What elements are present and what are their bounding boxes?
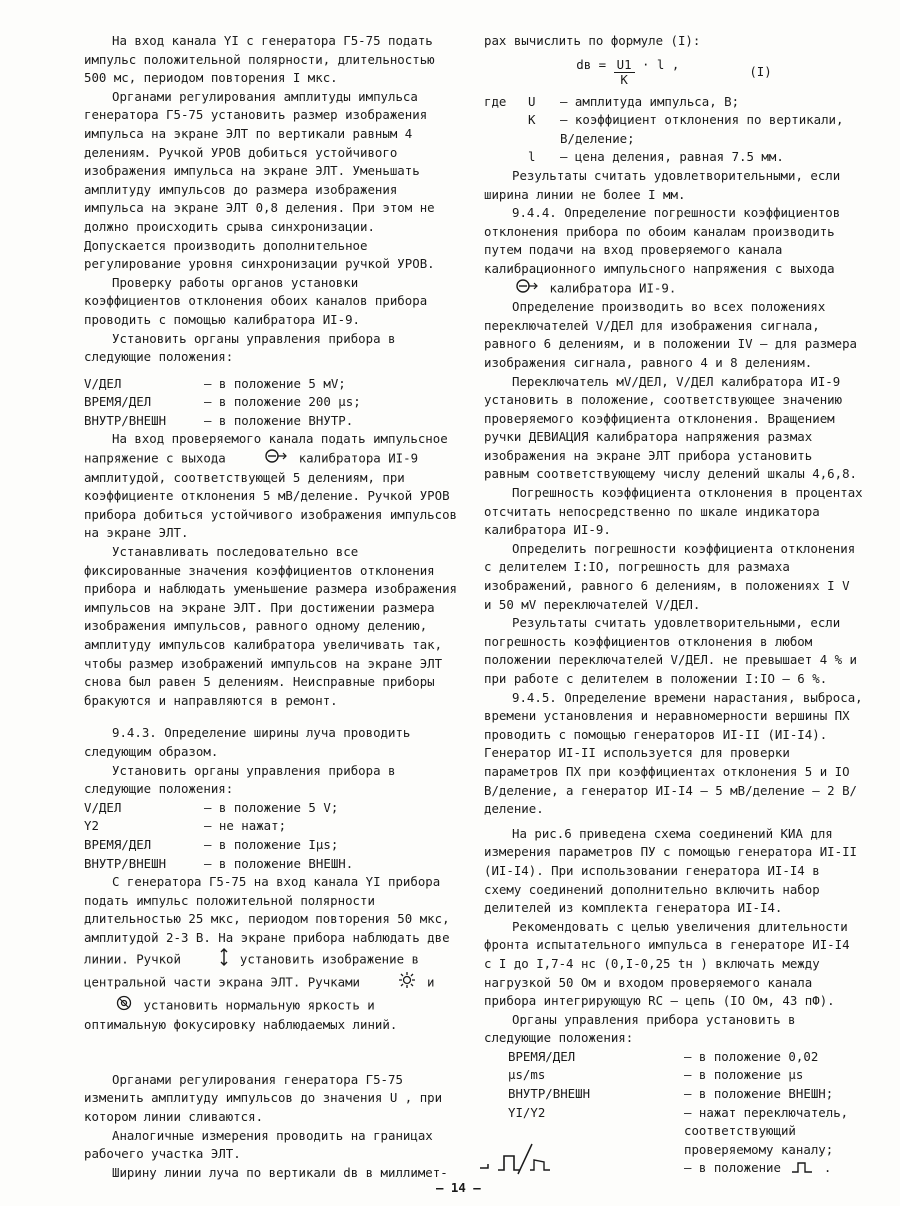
paragraph: Установить органы управления прибора в следующие положения:: [84, 330, 403, 365]
paragraph: Погрешность коэффициента отклонения в процентах отсчитать непосредственно по шкале индикатора калибратора ИI-9.: [484, 485, 871, 538]
setting-row: [484, 1066, 864, 1085]
page-number: – 14 –: [436, 1180, 481, 1195]
pulse-output-icon: [487, 279, 539, 299]
formula-rest: · l ,: [642, 56, 680, 72]
paragraph-text: С генератора Г5-75 на вход канала YI прибора подать импульс положительной полярности длительностью 25 мкс, периодом повторения 50 мкс, амплитудой 2-3 В. На экране прибора наблюдать две линии. Ручкой: [84, 874, 457, 966]
positive-pulse-icon: [791, 1160, 813, 1179]
definition-symbol: l: [528, 149, 536, 165]
setting-value-text: – в положение: [684, 1160, 781, 1176]
formula-numerator: U1: [614, 58, 635, 73]
paragraph: Определить погрешности коэффициента отклонения с делителем I:IО, погрешность для размаха изображений, равного 6 делениям, в положениях I V и 50 мV переключателей V/ДЕЛ.: [484, 540, 863, 612]
paragraph-text: На вход проверяемого канала подать импульсное напряжение с выхода: [84, 431, 456, 466]
paragraph: Установить органы управления прибора в следующие положения:: [84, 762, 403, 797]
definition-row: [528, 148, 864, 167]
setting-key: V/ДЕЛ: [84, 799, 122, 815]
formula-denominator: K: [620, 71, 628, 87]
paragraph: Результаты считать удовлетворительными, если погрешность коэффициентов отклонения в любом положении переключателей V/ДЕЛ. не превышает 4 % и при работе с делителем в положении I:IО – 6 %.: [484, 615, 865, 686]
formula-expression: [576, 57, 679, 87]
settings-list: [84, 375, 460, 431]
definition-text: – амплитуда импульса, В;: [560, 93, 740, 109]
setting-key: μs/ms: [508, 1067, 546, 1083]
definition-row: [528, 93, 864, 112]
setting-row: [84, 393, 460, 412]
setting-key: ВНУТР/ВНЕШН: [508, 1086, 591, 1102]
definition-text: – коэффициент отклонения по вертикали, В/деление;: [560, 112, 851, 146]
setting-key: ВНУТР/ВНЕШН: [84, 855, 167, 871]
focus-icon: [87, 995, 133, 1017]
formula-fraction: [614, 58, 635, 87]
setting-row: [84, 375, 460, 394]
setting-value: – в положение 5 мV;: [204, 375, 346, 391]
paragraph: Проверку работы органов установки коэффициентов отклонения обоих каналов прибора проводить с помощью калибратора ИI-9.: [84, 274, 435, 327]
paragraph: Переключатель мV/ДЕЛ, V/ДЕЛ калибратора ИI-9 установить в положение, соответствующее значению проверяемого коэффициента отклонения. Вращением ручки ДЕВИАЦИЯ калибратора напряжения размах изображения на экране ЭЛТ прибора установить равным соответствующему числу делений шкалы 4,6,8.: [484, 373, 857, 482]
paragraph: Органами регулирования амплитуды импульса генератора Г5-75 установить размер изображения импульса на экране ЭЛТ по вертикали равным 4 делениям. Ручкой УРОВ добиться устойчивого изображения импульса на экране ЭЛТ. Уменьшать амплитуду импульсов до размера изображения импульса на экране ЭЛТ 0,8 деления. При этом не должно происходить срыва синхронизации. Допускается производить дополнительное регулирование уровня синхронизации ручкой УРОВ.: [84, 88, 443, 272]
setting-row: [84, 836, 460, 855]
setting-key: Y2: [84, 818, 99, 834]
right-column: [484, 32, 871, 1178]
setting-value: – в положение 200 μs;: [204, 394, 361, 410]
paragraph: [84, 430, 465, 543]
paragraph-text: калибратора ИI-9.: [549, 279, 677, 295]
where-label: где: [484, 93, 507, 109]
paragraph: Органы управления прибора установить в следующие положения:: [484, 1011, 803, 1046]
formula-lhs: dв =: [576, 56, 607, 72]
paragraph-text: установить изображение в центральной части экрана ЭЛТ. Ручками: [84, 950, 427, 990]
paragraph: На рис.6 приведена схема соединений КИА для измерения параметров ПУ с помощью генератора ИI-II (ИI-I4). При использовании генератора ИI-I4 в схему соединений дополнительно включить набор делителей из комплекта генератора ИI-I4.: [484, 825, 865, 916]
setting-key: ВНУТР/ВНЕШН: [84, 412, 167, 428]
setting-value: – в положение 5 V;: [204, 799, 339, 815]
setting-key: YI/Y2: [508, 1104, 546, 1120]
setting-value: – в положение .: [684, 1159, 864, 1178]
paragraph: Аналогичные измерения проводить на границах рабочего участка ЭЛТ.: [84, 1127, 441, 1162]
vertical-shift-icon: [191, 948, 229, 972]
setting-row: [84, 412, 460, 431]
pulse-shape-sketch-icon: [478, 1138, 568, 1181]
formula-number: (I): [749, 64, 772, 80]
setting-value: – в положение 0,02: [684, 1048, 819, 1064]
setting-value: – в положение ВНЕШН.: [204, 855, 354, 871]
definition-row: [528, 111, 864, 148]
paragraph: На вход канала YI с генератора Г5-75 подать импульс положительной полярности, длительностью 500 мс, периодом повторения I мкс.: [84, 33, 443, 86]
setting-value: – в положение μs: [684, 1067, 804, 1083]
setting-key: ВРЕМЯ/ДЕЛ: [84, 836, 152, 852]
setting-row: [84, 799, 460, 818]
setting-row: [484, 1048, 864, 1067]
paragraph: Рекомендовать с целью увеличения длительности фронта испытательного импульса в генераторе ИI-I4 с I до I,7-4 нс (0,I-0,25 tн ) включать между нагрузкой 50 Ом и входом проверяемого канала прибора интегрирующую RC – цепь (IО Ом, 43 пФ).: [484, 918, 857, 1009]
formula: [484, 51, 864, 93]
setting-value: – нажат переключатель, соответствующий проверяемому каналу;: [684, 1104, 856, 1157]
paragraph: Результаты считать удовлетворительными, если ширина линии не более I мм.: [484, 167, 848, 202]
paragraph: рах вычислить по формуле (I):: [484, 33, 701, 48]
section-heading: 9.4.5. Определение времени нарастания, выброса, времени установления и неравномерности вершины ПХ проводить с помощью генераторов ИI-II (ИI-I4). Генератор ИI-II используется для проверки параметров ПХ при коэффициентах отклонения 5 и IО В/деление, а генератор ИI-I4 – 5 мВ/деление – 2 В/деление.: [484, 689, 871, 817]
definition-symbol: K: [528, 112, 536, 128]
setting-row: [84, 817, 460, 836]
paragraph: [484, 204, 864, 298]
setting-key: V/ДЕЛ: [84, 375, 122, 391]
setting-row: [484, 1085, 864, 1104]
settings-list: [84, 799, 460, 873]
setting-value: – не нажат;: [204, 818, 287, 834]
setting-key: ВРЕМЯ/ДЕЛ: [508, 1048, 576, 1064]
pulse-output-icon: [236, 449, 288, 469]
paragraph: Органами регулирования генератора Г5-75 изменить амплитуду импульсов до значения U , при котором линии сливаются.: [84, 1071, 450, 1125]
paragraph: Определение производить во всех положениях переключателей V/ДЕЛ для изображения сигнала, равного 6 делениям, и в положении IV – для размера изображения сигнала, равного 4 и 8 делениям.: [484, 299, 865, 370]
paragraph-text: 9.4.4. Определение погрешности коэффициентов отклонения прибора по обоим каналам производить путем подачи на вход проверяемого канала калибрационного импульсного напряжения с выхода: [484, 205, 848, 276]
definitions: [484, 93, 864, 167]
paragraph: Ширину линии луча по вертикали dв в миллимет-: [112, 1164, 448, 1180]
definition-list: [528, 93, 864, 167]
definition-text: – цена деления, равная 7.5 мм.: [560, 149, 784, 165]
paragraph-text: калибратора ИI-9 амплитудой, соответствующей 5 делениям, при коэффициенте отклонения 5 мВ/деление. Ручкой УРОВ прибора добиться устойчивого изображения импульсов на экране ЭЛТ.: [84, 450, 465, 541]
setting-row: [84, 855, 460, 874]
definition-symbol: U: [528, 93, 536, 109]
paragraph-text: установить нормальную яркость и оптимальную фокусировку наблюдаемых линий.: [84, 996, 398, 1033]
paragraph: Устанавливать последовательно все фиксированные значения коэффициентов отклонения прибора и наблюдать уменьшение размера изображения импульсов на экране ЭЛТ. При достижении размера изображения импульсов, равного одному делению, амплитуду импульсов калибратора увеличивать так, чтобы размер изображений импульсов на экране ЭЛТ снова был равен 5 делениям. Неисправные приборы бракуются и направляются в ремонт.: [84, 544, 465, 708]
section-heading: 9.4.3. Определение ширины луча проводить следующим образом.: [84, 725, 418, 759]
setting-key: ВРЕМЯ/ДЕЛ: [84, 394, 152, 410]
paragraph-text: и: [426, 974, 435, 990]
brightness-icon: [370, 971, 416, 995]
left-column: [84, 32, 465, 1182]
setting-value: – в положение Iμs;: [204, 836, 339, 852]
setting-value: – в положение ВНУТР.: [204, 412, 354, 428]
paragraph: [84, 873, 460, 1035]
setting-value: – в положение ВНЕШН;: [684, 1086, 834, 1102]
